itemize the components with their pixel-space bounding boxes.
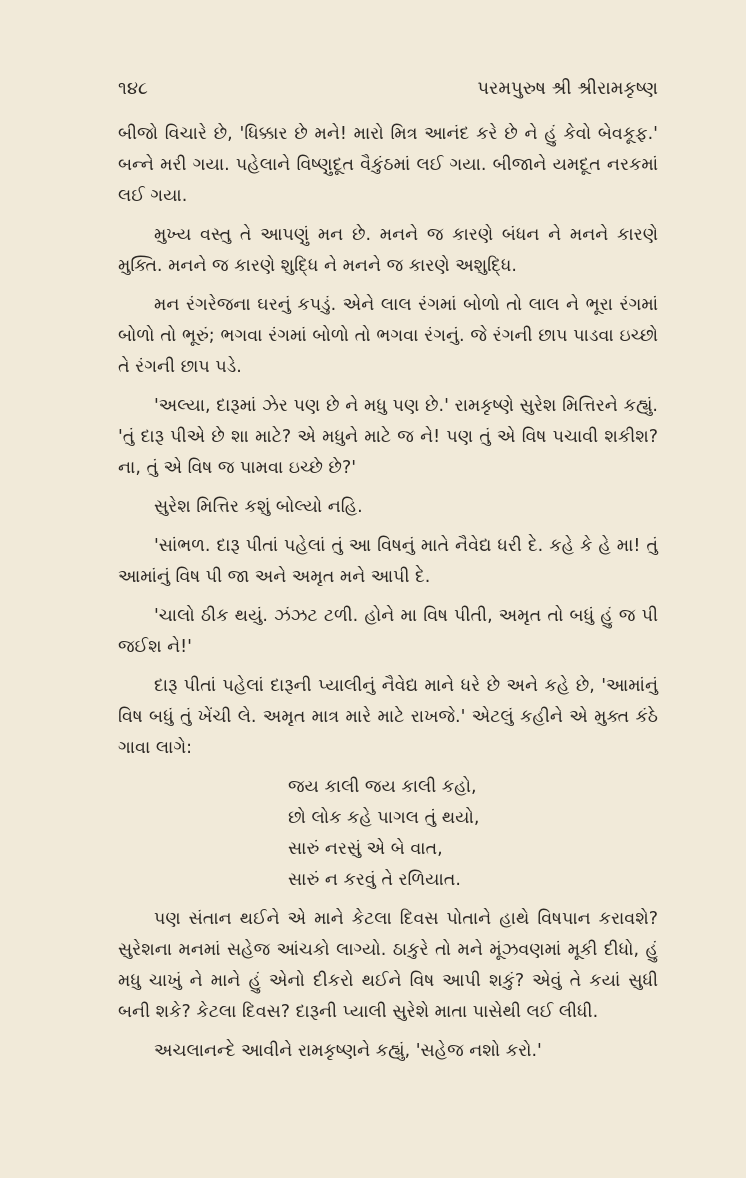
poem-line: છો લોક કહે પાગલ તું થયો, — [288, 808, 480, 828]
paragraph: 'ચાલો ઠીક થયું. ઝંઝટ ટળી. હોને મા વિષ પીતી, અમૃત તો બધું હું જ પી જઈશ ને!' — [118, 606, 658, 657]
paragraph: 'સાંભળ. દારૂ પીતાં પહેલાં તું આ વિષનું માતે નૈવેદ્ય ધરી દે. કહે કે હે મા! તું આમાંનું વિષ પી જા અને અમૃત મને આપી દે. — [118, 536, 658, 587]
poem-line: સારું ન કરવું તે રળિયાત. — [288, 870, 461, 890]
paragraph: 'અલ્યા, દારૂમાં ઝેર પણ છે ને મધુ પણ છે.' રામકૃષ્ણે સુરેશ મિત્તિરને કહ્યું. 'તું દારૂ પીએ છે શા માટે? એ મધુને માટે જ ને! પણ તું એ વિષ પચાવી શકીશ? ના, તું એ વિષ જ પામવા ઇચ્છે છે?' — [118, 396, 658, 478]
poem — [288, 772, 658, 896]
paragraph: સુરેશ મિત્તિર કશું બોલ્યો નહિ. — [154, 497, 363, 517]
page-number: ૧૪૮ — [118, 78, 148, 99]
paragraph: દારૂ પીતાં પહેલાં દારૂની પ્યાલીનું નૈવેદ્ય માને ધરે છે અને કહે છે, 'આમાંનું વિષ બધું તું ખેંચી લે. અમૃત માત્ર મારે માટે રાખજે.' એટલું કહીને એ મુક્ત કંઠે ગાવા લાગે: — [118, 676, 658, 758]
poem-line: જય કાલી જય કાલી કહો, — [288, 777, 477, 797]
page-header — [118, 78, 658, 99]
paragraph: મુખ્ય વસ્તુ તે આપણું મન છે. મનને જ કારણે બંધન ને મનને કારણે મુક્તિ. મનને જ કારણે શુદ્ધિ ને મનને જ કારણે અશુદ્ધિ. — [118, 225, 658, 276]
poem-line: સારું નરસું એ બે વાત, — [288, 839, 443, 859]
running-head: પરમપુરુષ શ્રી શ્રીરામકૃષ્ણ — [477, 78, 658, 99]
paragraph: બીજો વિચારે છે, 'ધિક્કાર છે મને! મારો મિત્ર આનંદ કરે છે ને હું કેવો બેવકૂફ.' બન્ને મરી ગયા. પહેલાને વિષ્ણુદૂત વૈકુંઠમાં લઈ ગયા. બીજાને યમદૂત નરકમાં લઈ ગયા. — [118, 124, 658, 206]
paragraph: મન રંગરેજના ઘરનું કપડું. એને લાલ રંગમાં બોળો તો લાલ ને ભૂરા રંગમાં બોળો તો ભૂરું; ભગવા રંગમાં બોળો તો ભગવા રંગનું. જે રંગની છાપ પાડવા ઇચ્છો તે રંગની છાપ પડે. — [118, 295, 658, 377]
paragraph: અચલાનન્દે આવીને રામકૃષ્ણને કહ્યું, 'સહેજ નશો કરો.' — [154, 1041, 542, 1061]
paragraph: પણ સંતાન થઈને એ માને કેટલા દિવસ પોતાને હાથે વિષપાન કરાવશે? સુરેશના મનમાં સહેજ આંચકો લાગ્યો. ઠાકુરે તો મને મૂંઝવણમાં મૂકી દીધો, હું મધુ ચાખું ને માને હું એનો દીકરો થઈને વિષ આપી શકું? એવું તે કયાં સુધી બની શકે? કેટલા દિવસ? દારૂની પ્યાલી સુરેશે માતા પાસેથી લઈ લીધી. — [118, 909, 658, 1022]
